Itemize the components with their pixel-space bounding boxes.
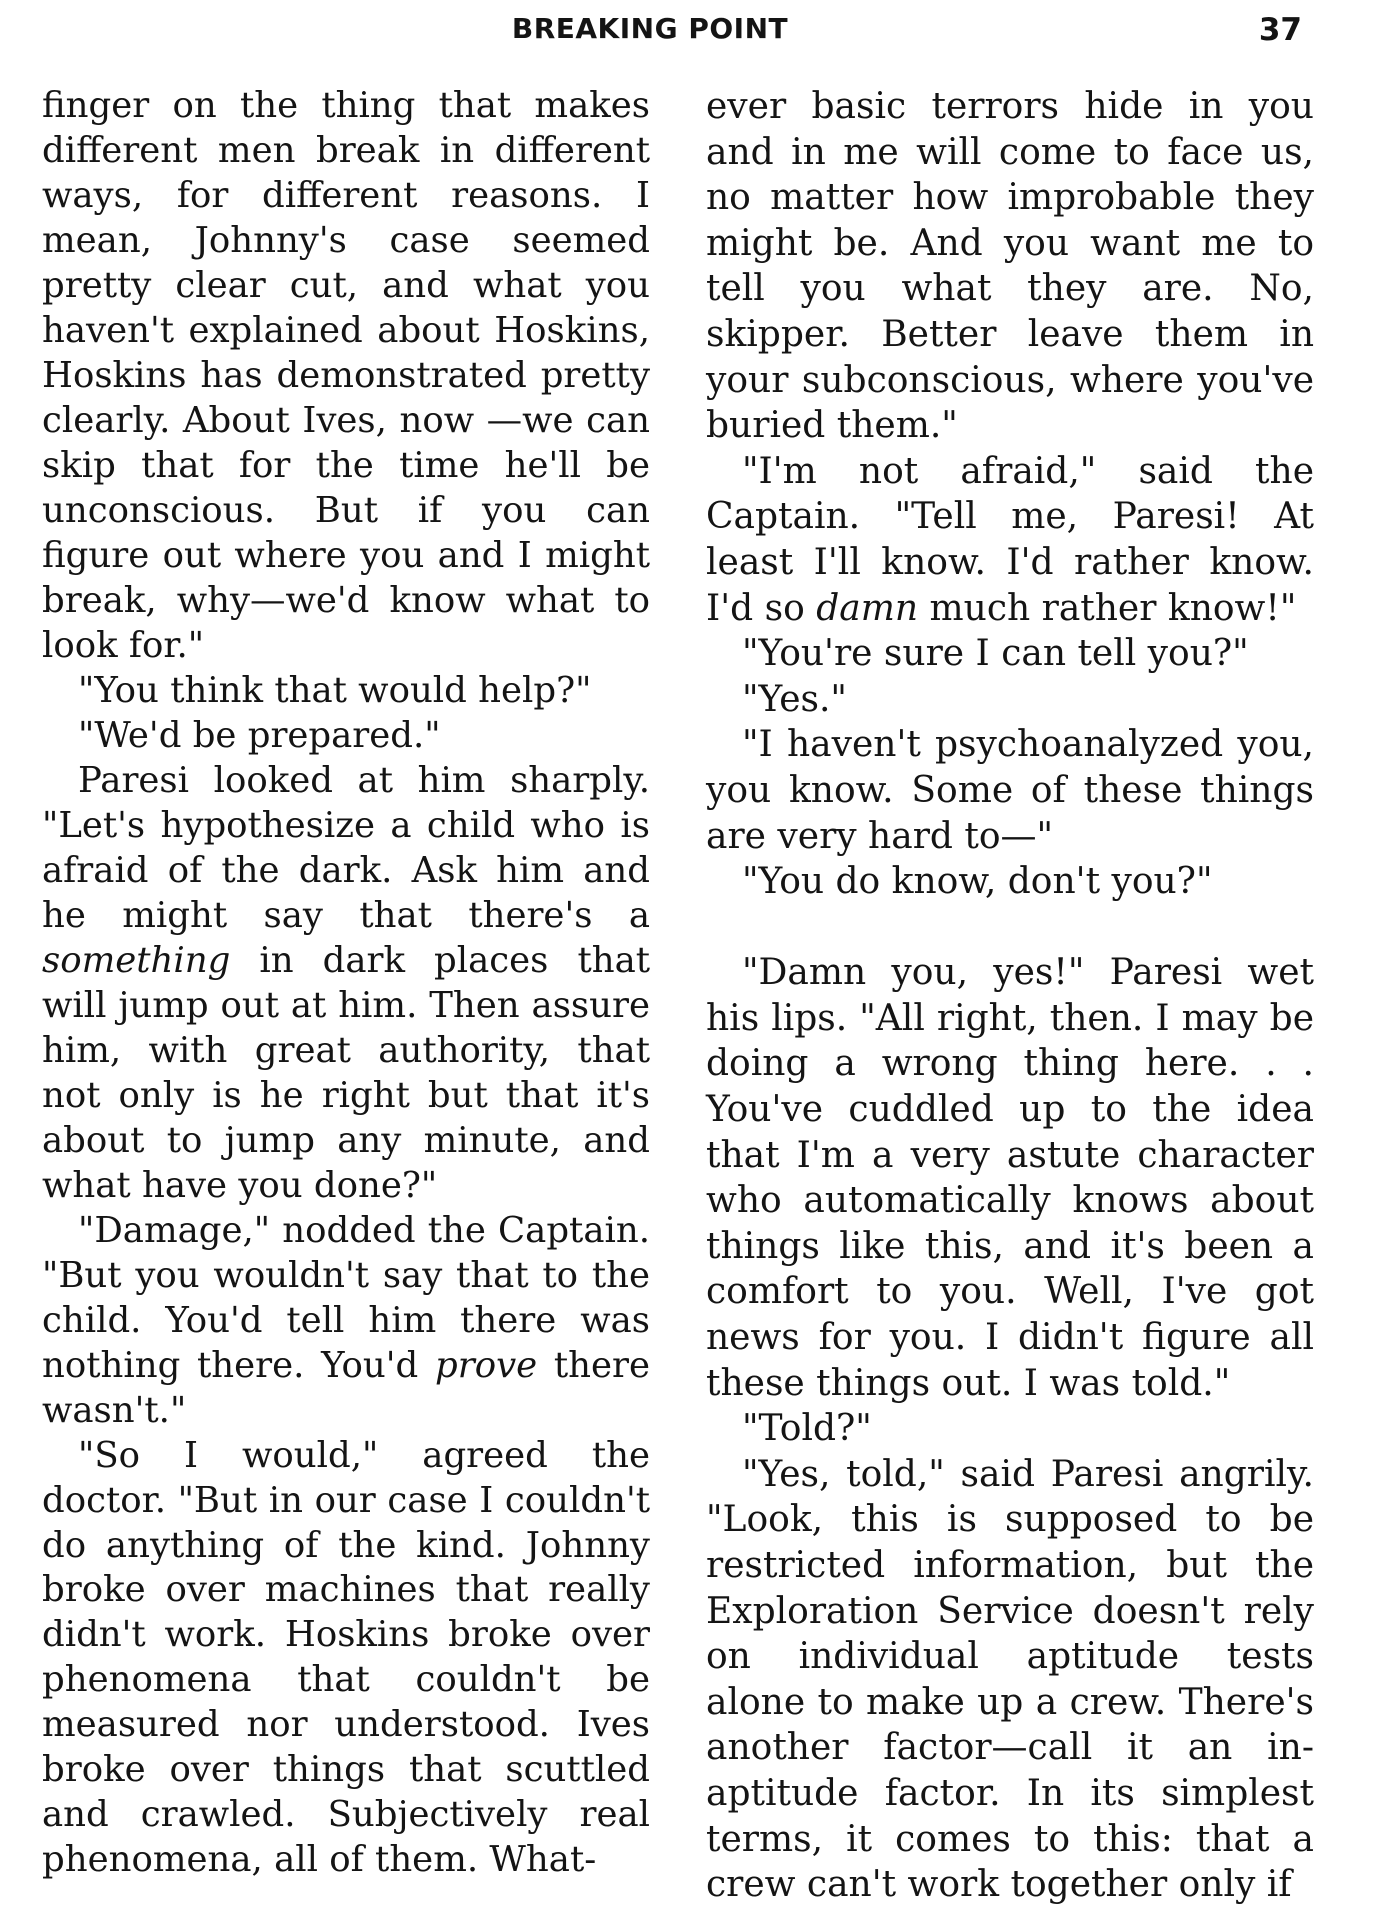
- paragraph: [42, 1209, 650, 1434]
- paragraph-text: "Told?": [742, 1408, 872, 1450]
- paragraph: [42, 84, 650, 669]
- paragraph-text: "I'm not afraid," said the Captain. "Tell me, Paresi! At least I'll know. I'd rather know. I'd so: [706, 450, 1314, 629]
- paragraph-text: Paresi looked at him sharply. "Let's hypothesize a child who is afraid of the dark. Ask him and he might say that there's a: [42, 759, 650, 936]
- paragraph: [706, 1406, 1314, 1452]
- paragraph: [706, 1452, 1314, 1908]
- paragraph-text: "I haven't psychoanalyzed you, you know. Some of these things are very hard to—": [706, 724, 1314, 857]
- paragraph-text: "You're sure I can tell you?": [742, 633, 1249, 675]
- paragraph-text: much rather know!": [918, 587, 1297, 629]
- paragraph-text: "Yes.": [742, 678, 847, 720]
- paragraph-text: "So I would," agreed the doctor. "But in our case I couldn't do anything of the kind. Johnny broke over machines that really didn't work. Hoskins broke over phenomena that couldn't be measured nor understood. Ives broke over things that scuttled and crawled. Subjectively real phenomena, all of them. What-: [42, 1434, 650, 1881]
- running-title: BREAKING POINT: [511, 12, 789, 45]
- paragraph: [42, 714, 650, 759]
- paragraph: [706, 449, 1314, 631]
- paragraph: [706, 677, 1314, 723]
- paragraph-text: "We'd be prepared.": [78, 714, 441, 756]
- paragraph-text: "Yes, told," said Paresi angrily. "Look, this is supposed to be restricted information, but the Exploration Service doesn't rely on individual aptitude tests alone to make up a crew. There's another factor—call it an in-aptitude factor. In its simplest terms, it comes to this: that a crew can't work together only if: [706, 1453, 1314, 1906]
- paragraph-text: "Damage," nodded the Captain. "But you wouldn't say that to the child. You'd tell him there was nothing there. You'd: [42, 1209, 650, 1386]
- italic-text: prove: [435, 1344, 538, 1386]
- paragraph-text: there wasn't.": [42, 1344, 650, 1431]
- paragraph: [706, 950, 1314, 1406]
- paragraph-text: "You think that would help?": [78, 669, 592, 711]
- paragraph: [706, 631, 1314, 677]
- paragraph-text: "Damn you, yes!" Paresi wet his lips. "All right, then. I may be doing a wrong thing here. . . You've cuddled up to the idea that I'm a very astute character who automatically knows about things like this, and it's been a comfort to you. Well, I've got news for you. I didn't figure all these things out. I was told.": [706, 952, 1314, 1404]
- paragraph: [706, 722, 1314, 859]
- page-number: 37: [1258, 12, 1302, 48]
- paragraph: [706, 859, 1314, 905]
- text-column-left: [42, 84, 650, 1883]
- paragraph: [706, 84, 1314, 449]
- paragraph: [42, 1434, 650, 1884]
- paragraph-text: "You do know, don't you?": [742, 861, 1213, 903]
- italic-text: something: [42, 939, 231, 981]
- paragraph: [42, 669, 650, 714]
- italic-text: damn: [816, 587, 919, 629]
- paragraph-text: ever basic terrors hide in you and in me will come to face us, no matter how improbable they might be. And you want me to tell you what they are. No, skipper. Better leave them in your subconscious, where you've buried them.": [706, 86, 1314, 447]
- page-header: [0, 0, 1382, 80]
- paragraph-text: finger on the thing that makes different men break in different ways, for different reasons. I mean, Johnny's case seemed pretty clear cut, and what you haven't explained about Hoskins, Hoskins has demonstrated pretty clearly. About Ives, now —we can skip that for the time he'll be unconscious. But if you can figure out where you and I might break, why—we'd know what to look for.": [42, 85, 650, 666]
- paragraph: [42, 759, 650, 1209]
- text-column-right: [706, 84, 1314, 1908]
- paragraph-text: in dark places that will jump out at him. Then assure him, with great authority, that not only is he right but that it's about to jump any minute, and what have you done?": [42, 939, 650, 1206]
